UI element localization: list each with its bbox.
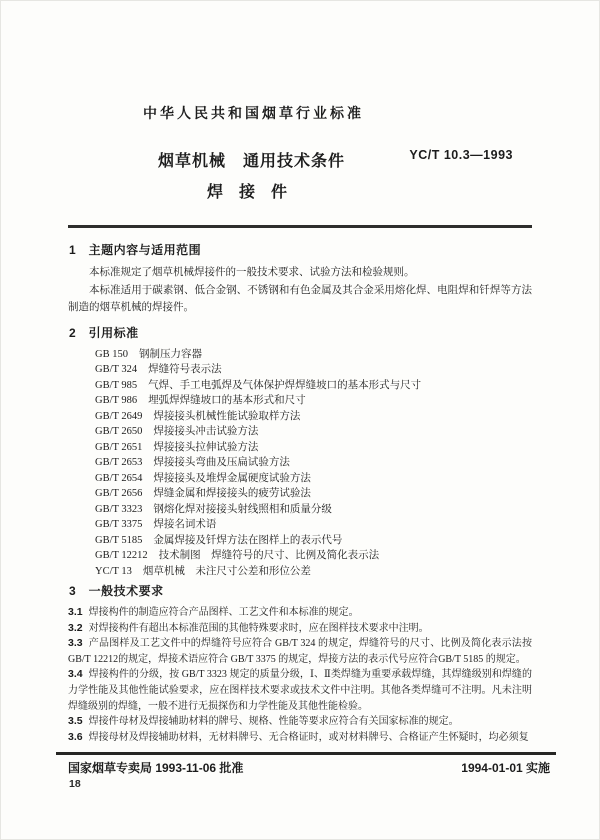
- reference-title: 焊接接头机械性能试验取样方法: [153, 410, 301, 422]
- reference-title: 焊接接头拉伸试验方法: [153, 441, 259, 453]
- reference-item: [95, 502, 532, 518]
- reference-code: YC/T 13: [95, 565, 132, 577]
- reference-item: [95, 533, 532, 549]
- reference-title: 焊接接头弯曲及压扁试验方法: [153, 457, 290, 468]
- reference-item: [95, 409, 532, 425]
- clause: [68, 621, 532, 637]
- reference-title: 烟草机械 未注尺寸公差和形位公差: [142, 565, 311, 577]
- reference-item: [95, 378, 532, 394]
- clause-text: 对焊接构件有超出本标准范围的其他特殊要求时，应在图样技术要求中注明。: [88, 622, 429, 634]
- reference-item: [95, 455, 532, 471]
- clause-text: 焊接构件的制造应符合产品图样、工艺文件和本标准的规定。: [88, 607, 359, 618]
- reference-title: 焊接名词术语: [153, 519, 217, 530]
- reference-code: GB/T 324: [95, 364, 138, 375]
- clause: [68, 636, 532, 667]
- reference-item: [95, 393, 532, 409]
- reference-title: 焊缝金属和焊接接头的疲劳试验法: [153, 488, 311, 499]
- reference-code: GB/T 12212: [95, 550, 148, 561]
- clause-text: 产品图样及工艺文件中的焊缝符号应符合 GB/T 324 的规定，焊缝符号的尺寸、比例及简化表示法按GB/T 12212的规定，焊接术语应符合 GB/T 3375 的规定，焊接方法的表示代号应符合GB/T 5185 的规定。: [68, 638, 532, 665]
- section-2-heading: 2 引用标准: [69, 325, 139, 340]
- clause: [68, 667, 532, 714]
- reference-item: [95, 471, 532, 487]
- document-body: [68, 243, 532, 745]
- reference-code: GB/T 2653: [95, 457, 143, 468]
- clause-number: 3.3: [68, 637, 83, 650]
- reference-code: GB/T 2651: [95, 441, 143, 453]
- clause-number: 3.1: [68, 606, 83, 618]
- reference-code: GB/T 2654: [95, 472, 143, 484]
- reference-title: 钢熔化焊对接接头射线照相和质量分级: [153, 503, 332, 515]
- reference-item: [95, 517, 532, 533]
- reference-item: [95, 486, 532, 502]
- clause-number: 3.2: [68, 621, 83, 634]
- reference-code: GB/T 5185: [95, 534, 143, 546]
- implementation-text: 1994-01-01 实施: [461, 761, 550, 775]
- approval-text: 国家烟草专卖局 1993-11-06 批准: [68, 761, 244, 775]
- clause: [68, 714, 532, 730]
- reference-title: 金属焊接及钎焊方法在图样上的表示代号: [153, 534, 343, 546]
- standard-number: YC/T 10.3—1993: [409, 148, 513, 162]
- reference-code: GB/T 3375: [95, 519, 143, 530]
- document-footer: [68, 759, 550, 776]
- reference-title: 焊缝符号表示法: [148, 364, 222, 375]
- section-1-paragraph: 本标准规定了烟草机械焊接件的一般技术要求、试验方法和检验规则。: [89, 267, 415, 278]
- clause-list: [68, 605, 532, 745]
- reference-item: [95, 564, 532, 580]
- page-number: 18: [69, 778, 81, 790]
- section-1-paragraph: 本标准适用于碳素钢、低合金钢、不锈钢和有色金属及其合金采用熔化焊、电阻焊和钎焊等方法制造的烟草机械的焊接件。: [68, 284, 532, 313]
- clause-text: 焊接构件的分级，按 GB/T 3323 规定的质量分级，Ⅰ、Ⅱ类焊缝为重要承载焊缝，其焊缝级别和焊缝的力学性能及其他性能试验要求，应在图样技术要求或技术文件中注明。其他各类焊缝可不注明。凡未注明焊缝级别的焊缝，一般不进行无损探伤和力学性能及其他性能检验。: [68, 669, 532, 712]
- reference-code: GB/T 2656: [95, 488, 143, 499]
- reference-item: [95, 347, 532, 363]
- clause-number: 3.6: [68, 730, 83, 743]
- clause: [68, 730, 532, 746]
- reference-code: GB/T 2649: [95, 410, 143, 422]
- document-title: 烟草机械 通用技术条件: [158, 153, 346, 170]
- reference-code: GB/T 985: [95, 379, 138, 391]
- reference-title: 埋弧焊焊缝坡口的基本形式和尺寸: [148, 395, 306, 406]
- reference-code: GB 150: [95, 348, 128, 360]
- clause-text: 焊接件母材及焊接辅助材料的牌号、规格、性能等要求应符合有关国家标准的规定。: [88, 716, 459, 728]
- document-subtitle: 焊 接 件: [207, 184, 288, 201]
- reference-list: [95, 347, 532, 580]
- title-row: [68, 147, 532, 173]
- reference-code: GB/T 2650: [95, 426, 143, 437]
- reference-title: 焊接接头及堆焊金属硬度试验方法: [153, 472, 311, 484]
- reference-item: [95, 548, 532, 564]
- reference-item: [95, 440, 532, 456]
- clause-number: 3.5: [68, 715, 83, 728]
- reference-item: [95, 362, 532, 378]
- reference-item: [95, 424, 532, 440]
- clause-number: 3.4: [68, 668, 83, 681]
- reference-title: 焊接接头冲击试验方法: [153, 426, 259, 437]
- reference-title: 钢制压力容器: [138, 348, 202, 360]
- reference-title: 技术制图 焊缝符号的尺寸、比例及简化表示法: [158, 550, 380, 561]
- clause-text: 焊接母材及焊接辅助材料，无材料牌号、无合格证时，或对材料牌号、合格证产生怀疑时，均必须复: [88, 731, 529, 743]
- header-rule: [68, 225, 532, 228]
- standard-class-line: 中华人民共和国烟草行业标准: [143, 105, 364, 121]
- reference-code: GB/T 3323: [95, 503, 143, 515]
- clause: [68, 605, 532, 621]
- section-3-heading: 3 一般技术要求: [69, 584, 164, 598]
- reference-code: GB/T 986: [95, 395, 138, 406]
- footer-rule: [56, 752, 556, 755]
- section-1-heading: 1 主题内容与适用范围: [69, 243, 202, 257]
- document-header: [0, 0, 600, 204]
- reference-title: 气焊、手工电弧焊及气体保护焊焊缝坡口的基本形式与尺寸: [148, 379, 422, 391]
